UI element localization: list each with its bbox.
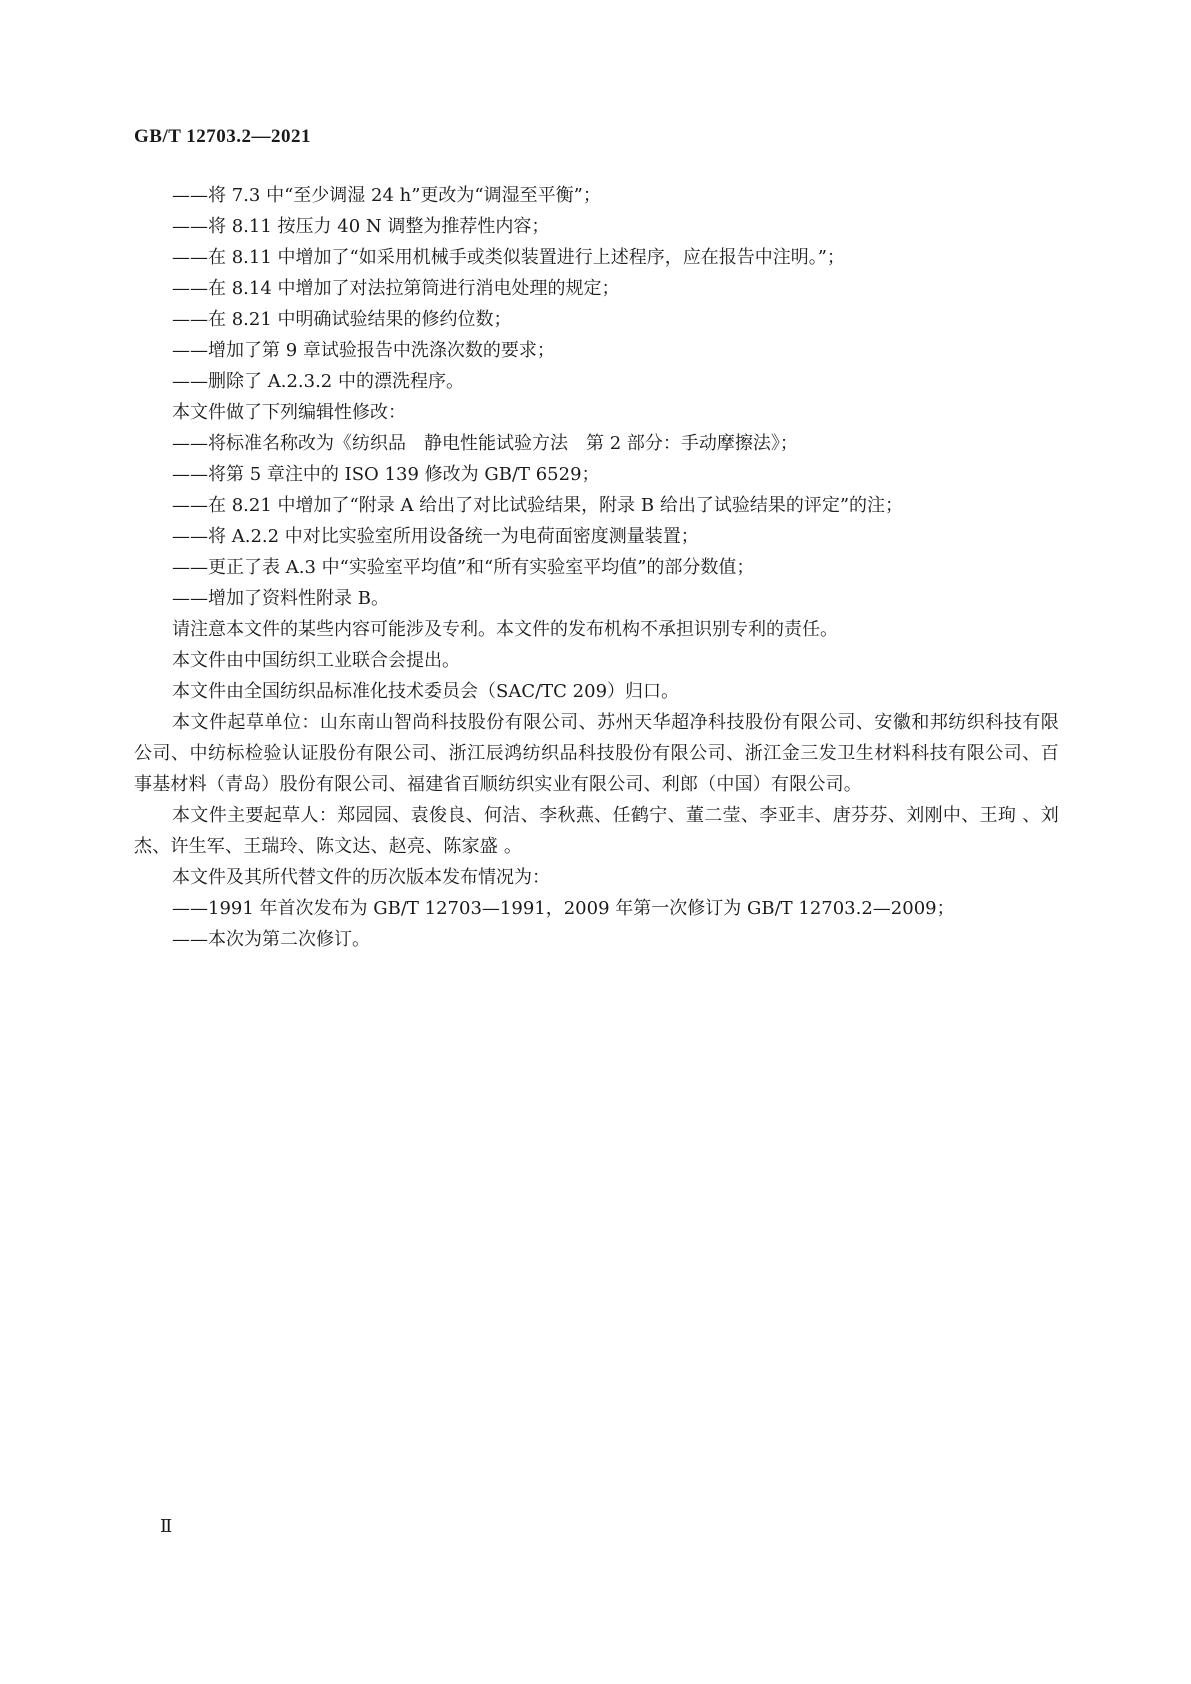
editorial-change-item: ——更正了表 A.3 中“实验室平均值”和“所有实验室平均值”的部分数值； — [172, 557, 755, 578]
history-item: ——1991 年首次发布为 GB/T 12703—1991，2009 年第一次修订为 GB/T 12703.2—2009； — [172, 898, 955, 919]
document-code: GB/T 12703.2—2021 — [134, 126, 312, 147]
foreword-body — [134, 180, 1059, 955]
editorial-change-item: ——将第 5 章注中的 ISO 139 修改为 GB/T 6529； — [172, 464, 600, 485]
editorial-change-item: ——增加了资料性附录 B。 — [172, 588, 389, 609]
history-item: ——本次为第二次修订。 — [172, 929, 370, 950]
drafters-paragraph: 本文件主要起草人：郑园园、袁俊良、何洁、李秋燕、任鹤宁、董二莹、李亚丰、唐芬芬、刘刚中、王珣 、刘杰、许生军、王瑞玲、陈文达、赵亮、陈家盛 。 — [134, 805, 1059, 857]
editorial-change-item: ——在 8.21 中增加了“附录 A 给出了对比试验结果，附录 B 给出了试验结果的评定”的注； — [172, 495, 904, 516]
editorial-change-item: ——将标准名称改为《纺织品 静电性能试验方法 第 2 部分：手动摩擦法》； — [172, 433, 798, 454]
patent-notice: 请注意本文件的某些内容可能涉及专利。本文件的发布机构不承担识别专利的责任。 — [172, 619, 838, 640]
change-item: ——在 8.21 中明确试验结果的修约位数； — [172, 309, 512, 330]
history-heading: 本文件及其所代替文件的历次版本发布情况为： — [172, 867, 550, 888]
editorial-changes-heading: 本文件做了下列编辑性修改： — [172, 402, 406, 423]
change-item: ——将 8.11 按压力 40 N 调整为推荐性内容； — [172, 216, 550, 237]
proposer-statement: 本文件由中国纺织工业联合会提出。 — [172, 650, 460, 671]
change-item: ——在 8.11 中增加了“如采用机械手或类似装置进行上述程序，应在报告中注明。”； — [172, 247, 845, 268]
change-item: ——删除了 A.2.3.2 中的漂洗程序。 — [172, 371, 464, 392]
drafting-units-paragraph: 本文件起草单位：山东南山智尚科技股份有限公司、苏州天华超净科技股份有限公司、安徽和邦纺织科技有限公司、中纺标检验认证股份有限公司、浙江辰鸿纺织品科技股份有限公司、浙江金三发卫生材料科技有限公司、百事基材料（青岛）股份有限公司、福建省百顺纺织实业有限公司、利郎（中国）有限公司。 — [134, 712, 1059, 795]
change-item: ——将 7.3 中“至少调湿 24 h”更改为“调湿至平衡”； — [172, 185, 601, 206]
change-item: ——增加了第 9 章试验报告中洗涤次数的要求； — [172, 340, 555, 361]
page-number: Ⅱ — [160, 1516, 173, 1536]
committee-statement: 本文件由全国纺织品标准化技术委员会（SAC/TC 209）归口。 — [172, 681, 680, 702]
editorial-change-item: ——将 A.2.2 中对比实验室所用设备统一为电荷面密度测量装置； — [172, 526, 699, 547]
change-item: ——在 8.14 中增加了对法拉第筒进行消电处理的规定； — [172, 278, 620, 299]
